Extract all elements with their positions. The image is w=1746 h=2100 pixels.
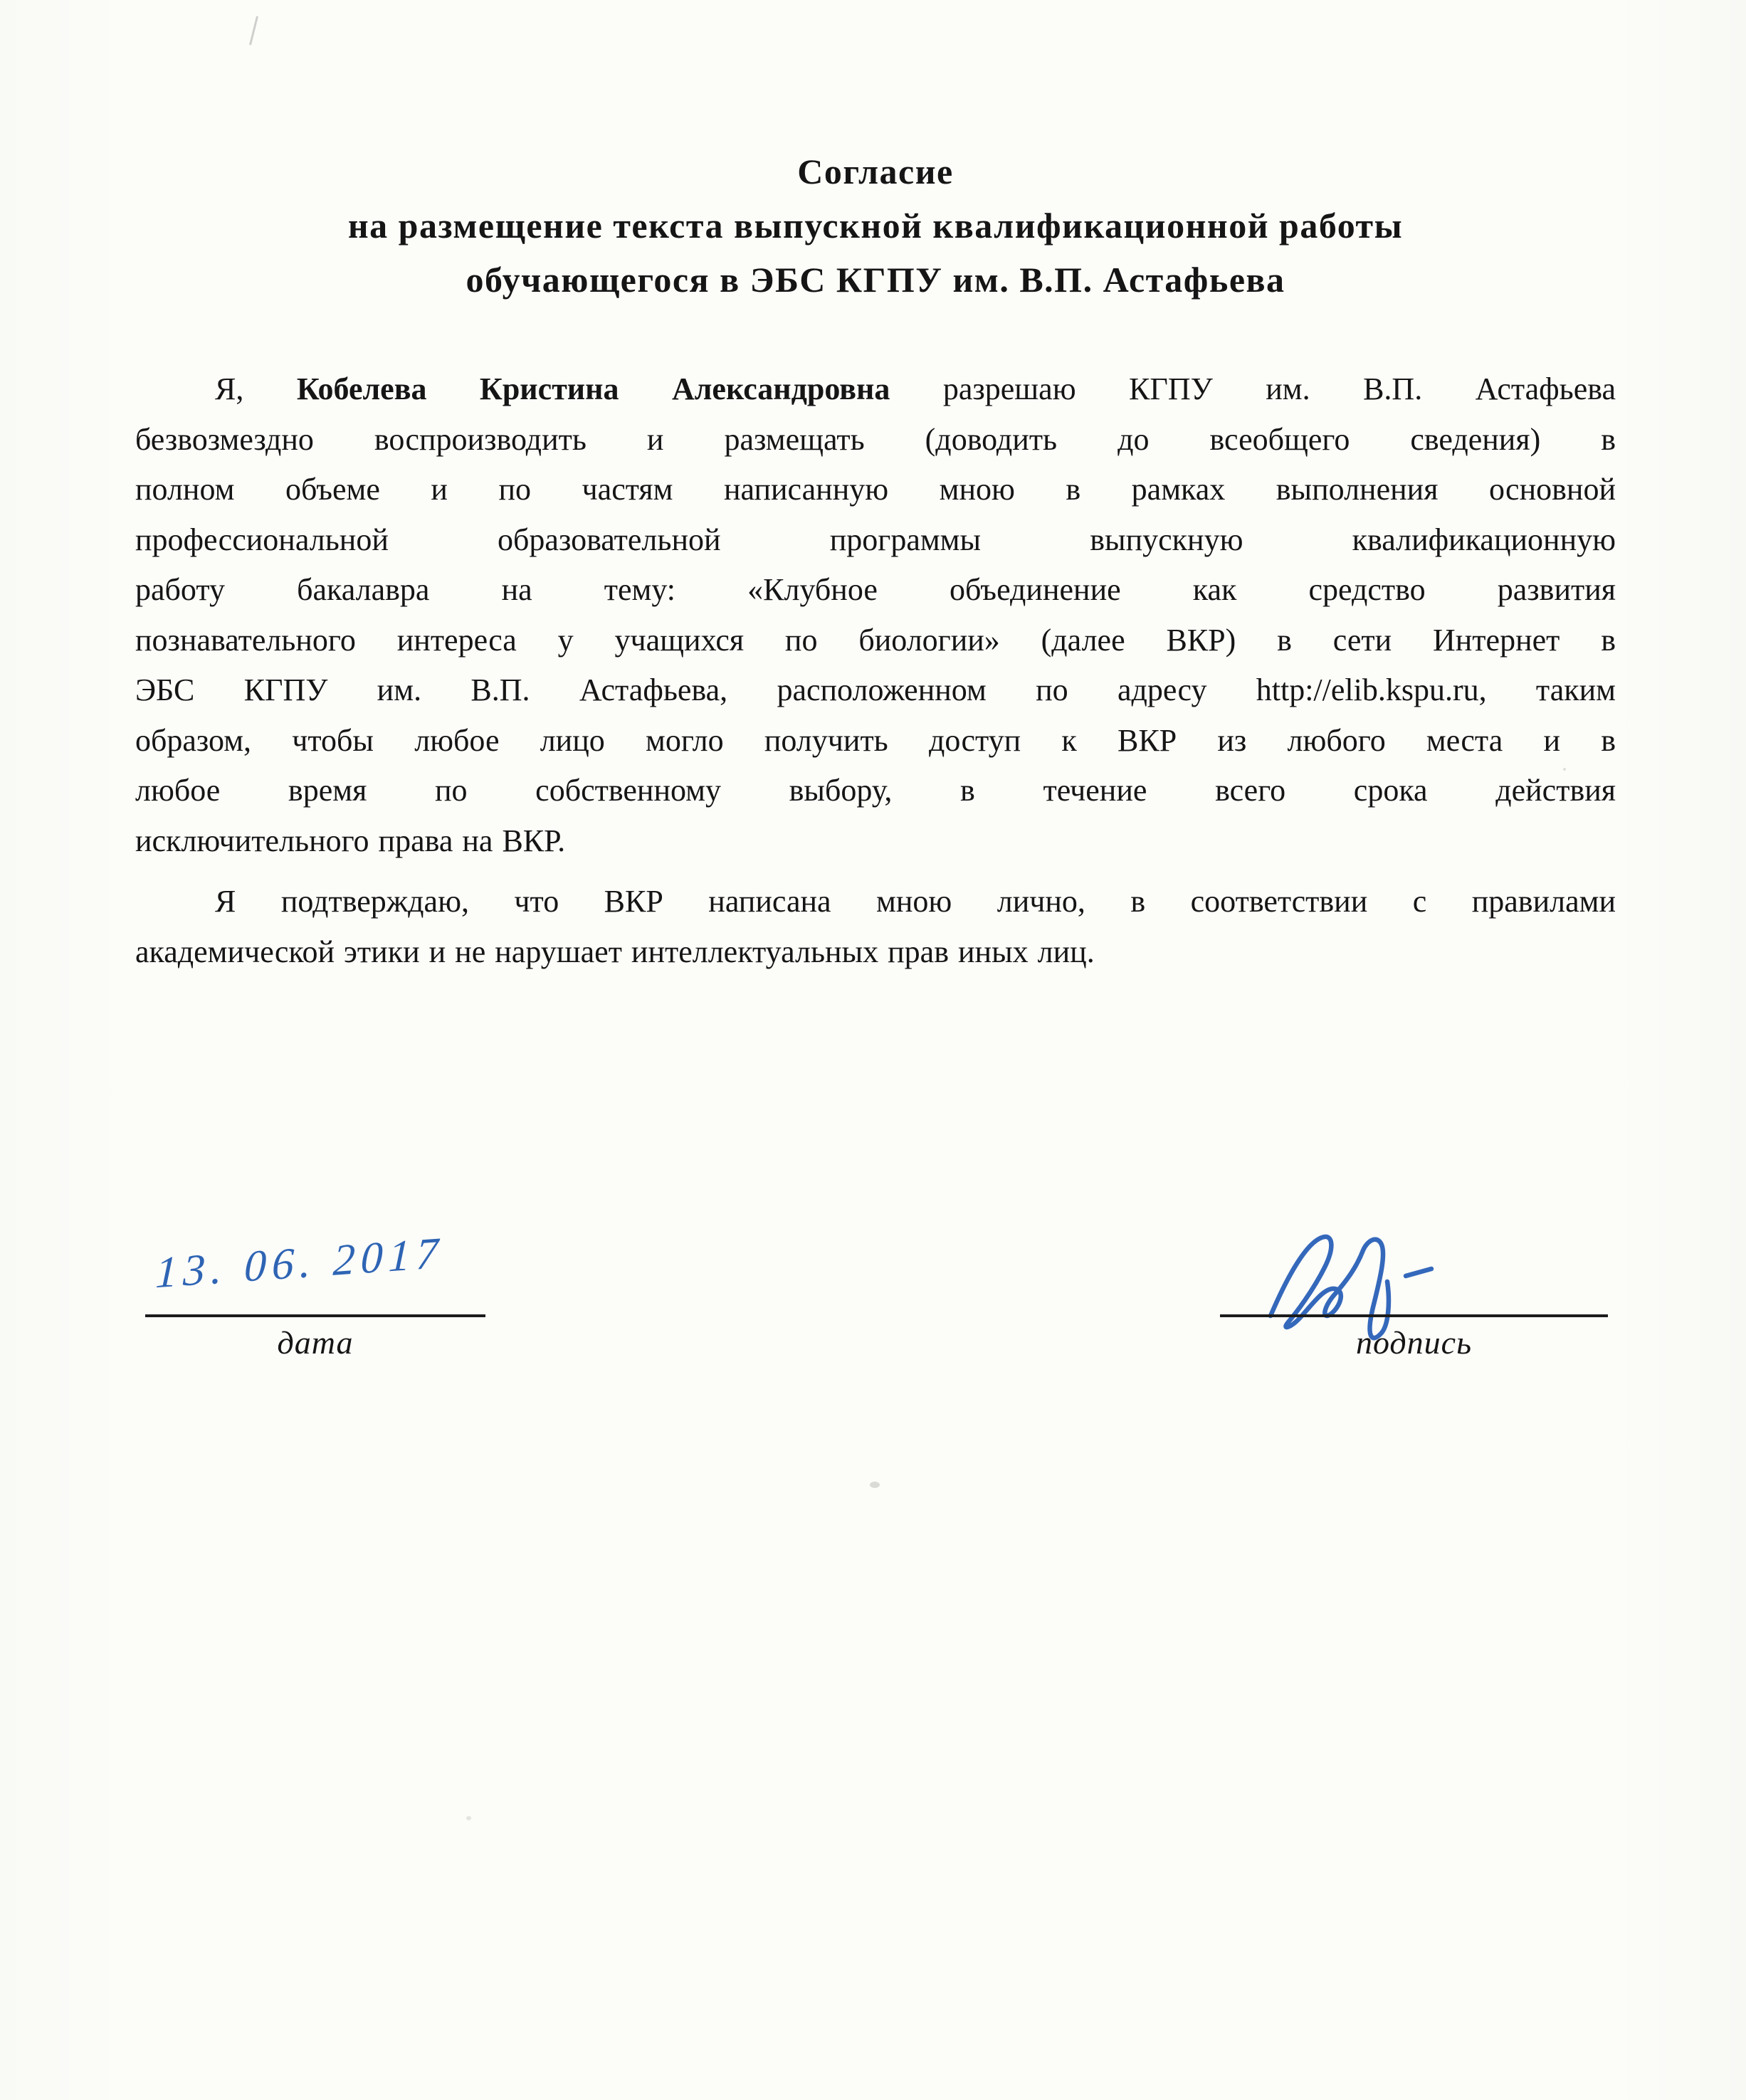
title-line-2: на размещение текста выпускной квалификационной работы [347,206,1404,246]
consent-paragraph-line-4: профессиональной образовательной программы выпускную квалификационную [135,522,1616,557]
signature-label: подпись [1355,1324,1472,1361]
confirmation-paragraph-line-1: Я подтверждаю, что ВКР написана мною лично, в соответствии с правилами [215,884,1616,919]
consent-line1-suffix: разрешаю КГПУ им. В.П. Астафьева [890,371,1616,406]
consent-paragraph-line-10: исключительного права на ВКР. [135,823,566,858]
consent-paragraph-line-6: познавательного интереса у учащихся по биологии» (далее ВКР) в сети Интернет в [135,622,1616,658]
consent-paragraph [135,364,1616,866]
scan-speck [249,16,258,45]
confirmation-paragraph-line-2: академической этики и не нарушает интеллектуальных прав иных лиц. [135,934,1095,969]
document-title [135,144,1616,307]
consent-paragraph-line-7: ЭБС КГПУ им. В.П. Астафьева, расположенном по адресу http://elib.kspu.ru, таким [135,672,1616,707]
confirmation-paragraph [135,877,1616,977]
handwritten-signature-icon [1259,1136,1444,1350]
scan-speck [870,1482,880,1488]
consent-paragraph-line-9: любое время по собственному выбору, в течение всего срока действия [135,773,1616,808]
date-line [145,1314,485,1317]
scan-speck [466,1816,471,1820]
consent-paragraph-line-1 [135,364,1616,415]
scan-speck [1563,768,1566,771]
title-line-3: обучающегося в ЭБС КГПУ им. В.П. Астафьева [466,260,1285,300]
signature-line [1220,1314,1608,1317]
title-line-1: Согласие [797,152,954,191]
date-label: дата [277,1324,354,1361]
consent-paragraph-line-3: полном объеме и по частям написанную мною в рамках выполнения основной [135,472,1616,507]
consent-line1-prefix: Я, [215,371,297,406]
author-name: Кобелева Кристина Александровна [296,371,890,406]
consent-paragraph-line-8: образом, чтобы любое лицо могло получить доступ к ВКР из любого места и в [135,722,1616,758]
consent-paragraph-line-5: работу бакалавра на тему: «Клубное объединение как средство развития [135,572,1616,607]
handwritten-date: 13. 06. 2017 [154,1228,445,1298]
consent-paragraph-line-2: безвозмездно воспроизводить и размещать (доводить до всеобщего сведения) в [135,421,1616,457]
date-signature-section [135,1211,1616,1396]
